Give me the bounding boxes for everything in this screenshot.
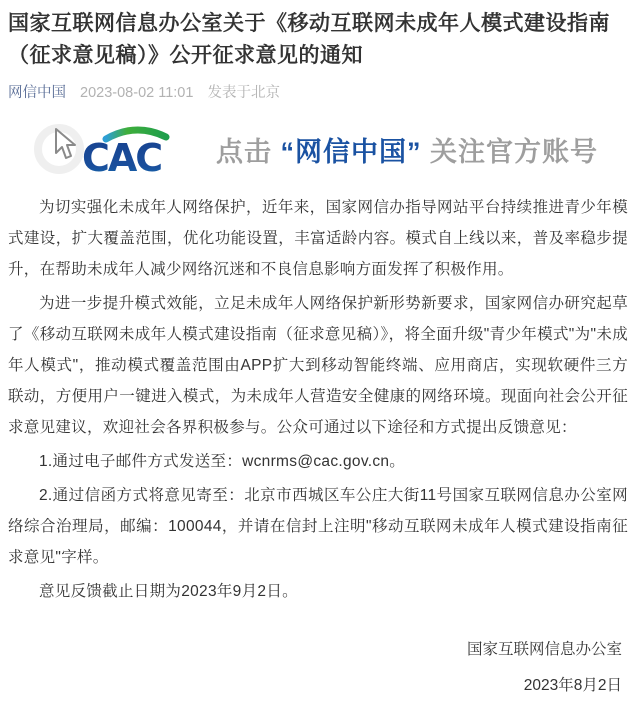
signature-block <box>8 633 628 703</box>
article-body <box>8 192 628 607</box>
account-link[interactable]: 网信中国 <box>8 84 66 101</box>
paragraph-deadline: 意见反馈截止日期为2023年9月2日。 <box>39 583 298 601</box>
article-meta <box>8 85 628 102</box>
signature-date: 2023年8月2日 <box>523 677 622 695</box>
banner-account-text: “网信中国” <box>280 137 422 168</box>
paragraph-mail-address: 2.通过信函方式将意见寄至：北京市西城区车公庄大街11号国家互联网信息办公室网络综合治理局，邮编：100044，并请在信封上注明"移动互联网未成年人模式建设指南征求意见"字样。 <box>8 487 628 567</box>
signature-org: 国家互联网信息办公室 <box>466 641 622 659</box>
banner-follow-text: 关注官方账号 <box>430 137 599 168</box>
banner-text <box>216 130 598 169</box>
paragraph-1: 为切实强化未成年人网络保护，近年来，国家网信办指导网站平台持续推进青少年模式建设，扩大覆盖范围，优化功能设置，丰富适龄内容。模式自上线以来，普及率稳步提升，在帮助未成年人减少网络沉迷和不良信息影响方面发挥了积极作用。 <box>8 199 628 279</box>
cursor-icon <box>50 126 80 166</box>
publish-time: 2023-08-02 11:01 <box>80 84 194 101</box>
paragraph-2: 为进一步提升模式效能，立足未成年人网络保护新形势新要求，国家网信办研究起草了《移动互联网未成年人模式建设指南（征求意见稿）》，将全面升级"青少年模式"为"未成年人模式"，推动模式覆盖范围由APP扩大到移动智能终端、应用商店，实现软硬件三方联动，方便用户一键进入模式，为未成年人营造安全健康的网络环境。现面向社会公开征求意见建议，欢迎社会各界积极参与。公众可通过以下途径和方式提出反馈意见： <box>8 295 628 437</box>
cac-logo <box>80 124 192 181</box>
page-title: 国家互联网信息办公室关于《移动互联网未成年人模式建设指南（征求意见稿）》公开征求意见的通知 <box>8 12 610 67</box>
paragraph-email: 1.通过电子邮件方式发送至：wcnrms@cac.gov.cn。 <box>39 453 406 471</box>
banner-click-text: 点击 <box>216 137 272 168</box>
svg-text:CAC: CAC <box>82 136 162 181</box>
follow-banner[interactable] <box>8 118 628 180</box>
publish-location: 发表于北京 <box>207 84 280 101</box>
